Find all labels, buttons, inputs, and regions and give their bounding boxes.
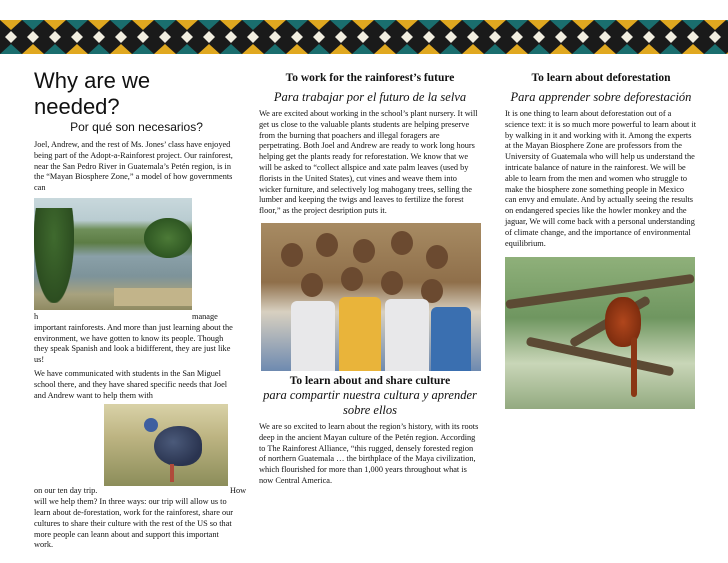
border-triangle-bottom xyxy=(198,44,220,54)
border-triangle-top xyxy=(220,20,242,30)
decorative-border-band xyxy=(0,20,728,54)
border-triangle-top xyxy=(308,20,330,30)
diamond-pattern-icon xyxy=(0,20,728,54)
border-triangle-bottom xyxy=(220,44,242,54)
border-diamond xyxy=(401,31,413,43)
border-triangle-bottom xyxy=(154,44,176,54)
border-triangle-top xyxy=(396,20,418,30)
border-triangle-top xyxy=(572,20,594,30)
howler-monkey-photo xyxy=(505,257,695,409)
border-diamond xyxy=(225,31,237,43)
border-triangle-bottom xyxy=(352,44,374,54)
border-diamond xyxy=(379,31,391,43)
work-subheading: Para trabajar por el futuro de la selva xyxy=(273,90,467,104)
border-triangle-top xyxy=(154,20,176,30)
border-triangle-bottom xyxy=(396,44,418,54)
border-triangle-top xyxy=(88,20,110,30)
border-diamond xyxy=(181,31,193,43)
intro-paragraph: Joel, Andrew, and the rest of Ms. Jones’ class have enjoyed being part of the Adopt-a-Rainforest project. Our rainforest, near the San Pedro River in Guatemala’s Petén region, is in the “Mayan Biosphere Zone,” a model of how governments can xyxy=(34,140,233,193)
border-triangle-bottom xyxy=(88,44,110,54)
border-diamond xyxy=(357,31,369,43)
border-triangle-top xyxy=(374,20,396,30)
trip-paragraph: on our ten day trip. How will we help them? In three ways: our trip will allow us to learn about de-forestation, work for the rainforest, share our cultures to share their culture with the rest of the US so that more people can leann about and support this important work. xyxy=(34,486,247,550)
border-diamond xyxy=(599,31,611,43)
border-triangle-bottom xyxy=(132,44,154,54)
right-column xyxy=(505,58,697,409)
border-diamond xyxy=(93,31,105,43)
border-triangle-top xyxy=(506,20,528,30)
border-diamond xyxy=(533,31,545,43)
border-diamond xyxy=(313,31,325,43)
border-diamond xyxy=(27,31,39,43)
culture-subheading: para compartir nuestra cultura y aprender sobre ellos xyxy=(263,387,477,417)
border-triangle-bottom xyxy=(462,44,484,54)
deforestation-paragraph: It is one thing to learn about deforestation out of a science text: it is so much more powerful to learn about it by walking in it and working with it. Among the experts at the Mayan Biosphere Zone are professors from the University of Guatemala who will help us understand the intricate balance of nature in the rainforest. We will be able to learn from the men and women who struggle to make the biosphere zone something people in Mexico can envy and emulate. And by actually seeing the results on endangered species like the howler monkey and the jaguar, We will come back with a personal understanding of climate change, and the importance of environmental equilibrium. xyxy=(505,109,697,248)
left-column xyxy=(34,58,247,554)
page-title: Why are we needed? xyxy=(34,68,151,119)
border-triangle-top xyxy=(242,20,264,30)
border-triangle-bottom xyxy=(286,44,308,54)
border-triangle-bottom xyxy=(176,44,198,54)
border-diamond xyxy=(709,31,721,43)
border-triangle-bottom xyxy=(704,44,726,54)
border-triangle-bottom xyxy=(66,44,88,54)
border-triangle-bottom xyxy=(374,44,396,54)
page-subtitle: Por qué son necesarios? xyxy=(70,120,203,134)
border-triangle-bottom xyxy=(308,44,330,54)
deforestation-subheading: Para apprender sobre deforestación xyxy=(510,90,692,104)
border-triangle-bottom xyxy=(506,44,528,54)
border-triangle-top xyxy=(44,20,66,30)
border-triangle-bottom xyxy=(44,44,66,54)
deforestation-heading: To learn about deforestation xyxy=(531,72,671,84)
border-triangle-bottom xyxy=(572,44,594,54)
border-diamond xyxy=(71,31,83,43)
border-triangle-top xyxy=(682,20,704,30)
border-diamond xyxy=(577,31,589,43)
border-triangle-bottom xyxy=(616,44,638,54)
border-triangle-top xyxy=(660,20,682,30)
border-triangle-bottom xyxy=(484,44,506,54)
border-triangle-bottom xyxy=(660,44,682,54)
communication-paragraph: We have communicated with students in the San Miguel school there, and they have shared specific needs that Joel and Andrew want to help them with xyxy=(34,368,228,400)
border-triangle-bottom xyxy=(242,44,264,54)
border-diamond xyxy=(159,31,171,43)
border-triangle-bottom xyxy=(528,44,550,54)
border-triangle-bottom xyxy=(22,44,44,54)
border-triangle-bottom xyxy=(264,44,286,54)
border-diamond xyxy=(137,31,149,43)
border-triangle-bottom xyxy=(638,44,660,54)
border-triangle-top xyxy=(704,20,726,30)
border-triangle-top xyxy=(550,20,572,30)
river-photo xyxy=(34,198,192,310)
border-diamond xyxy=(621,31,633,43)
culture-heading: To learn about and share culture xyxy=(289,374,451,387)
culture-paragraph: We are so excited to learn about the region’s history, with its roots deep in the ancient Mayan culture of the Petén region. According to The Rainforest Alliance, “this rugged, densely forested region of northern Guatemala … the birthplace of the Maya civilization, which flourished for more than 1,000 years throughout what is now Central America. xyxy=(259,421,479,485)
border-triangle-top xyxy=(110,20,132,30)
students-photo xyxy=(261,223,481,371)
border-diamond xyxy=(335,31,347,43)
border-triangle-top xyxy=(286,20,308,30)
turkey-photo xyxy=(104,404,228,486)
border-triangle-top xyxy=(616,20,638,30)
border-triangle-top xyxy=(132,20,154,30)
border-diamond xyxy=(467,31,479,43)
border-diamond xyxy=(643,31,655,43)
border-triangle-bottom xyxy=(440,44,462,54)
border-triangle-top xyxy=(594,20,616,30)
border-triangle-top xyxy=(352,20,374,30)
border-triangle-top xyxy=(66,20,88,30)
border-diamond xyxy=(687,31,699,43)
border-diamond xyxy=(423,31,435,43)
border-diamond xyxy=(5,31,17,43)
border-triangle-top xyxy=(418,20,440,30)
border-diamond xyxy=(203,31,215,43)
border-diamond xyxy=(269,31,281,43)
border-triangle-top xyxy=(528,20,550,30)
border-triangle-top xyxy=(440,20,462,30)
border-triangle-top xyxy=(638,20,660,30)
border-triangle-bottom xyxy=(330,44,352,54)
border-triangle-top xyxy=(264,20,286,30)
border-diamond xyxy=(555,31,567,43)
border-diamond xyxy=(49,31,61,43)
border-triangle-bottom xyxy=(682,44,704,54)
border-triangle-bottom xyxy=(418,44,440,54)
work-paragraph: We are excited about working in the school’s plant nursery. It will get us close to the valuable plants students are helping preserve from the burning that poachers and illegal foragers are perpetrating. Both Joel and Andrew are ready to work long hours helping get the plants ready for reforestation. We know that we will be asked to “collect allspice and xate palm leaves (used by florists in the United States), cut vines and weave them into wicker furniture, and selectively log mahogany trees, selling the lumber and keeping the twigs and leaves to fertilize the forest floor,” as the project desription puts it. xyxy=(259,109,478,216)
work-heading: To work for the rainforest’s future xyxy=(285,72,455,84)
border-diamond xyxy=(247,31,259,43)
border-diamond xyxy=(291,31,303,43)
border-triangle-bottom xyxy=(110,44,132,54)
border-triangle-bottom xyxy=(0,44,22,54)
border-triangle-top xyxy=(176,20,198,30)
border-triangle-top xyxy=(22,20,44,30)
border-diamond xyxy=(665,31,677,43)
border-triangle-bottom xyxy=(550,44,572,54)
manage-paragraph: h manage important rainforests. And more than just learning about the environment, we have gotten to know its people. Though they speak Spanish and look a bidifferent, they are just like us! xyxy=(34,311,233,365)
border-diamond xyxy=(511,31,523,43)
border-triangle-top xyxy=(0,20,22,30)
middle-column xyxy=(259,58,481,490)
border-triangle-top xyxy=(198,20,220,30)
border-diamond xyxy=(115,31,127,43)
border-diamond xyxy=(489,31,501,43)
border-diamond xyxy=(445,31,457,43)
border-triangle-bottom xyxy=(594,44,616,54)
border-triangle-top xyxy=(484,20,506,30)
border-triangle-top xyxy=(462,20,484,30)
border-triangle-top xyxy=(330,20,352,30)
